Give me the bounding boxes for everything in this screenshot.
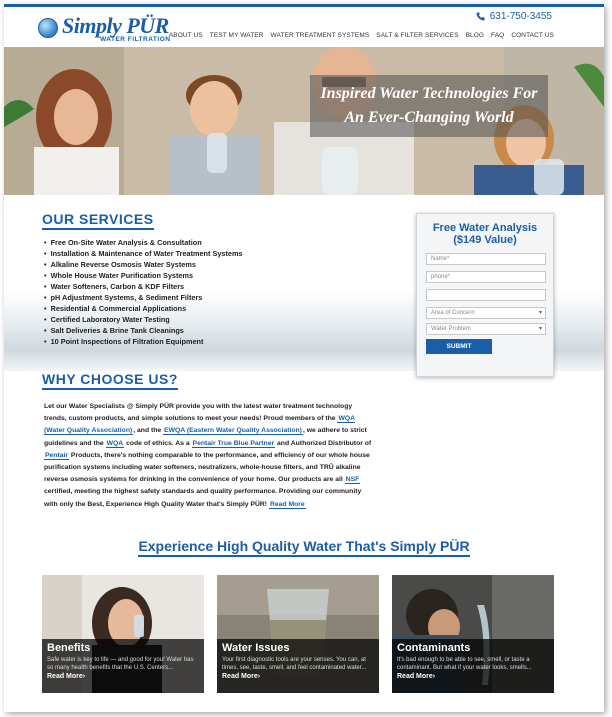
hero-caption (310, 75, 548, 137)
list-item: • Salt Deliveries & Brine Tank Cleanings (44, 325, 243, 336)
site-logo[interactable] (38, 13, 171, 45)
nav-about-us[interactable]: ABOUT US (168, 32, 203, 39)
logo-name: Simply PÜR (62, 13, 169, 38)
nsf-link[interactable]: NSF (345, 476, 360, 484)
phone-icon (476, 12, 485, 21)
card-read-more-link[interactable]: Read More› (397, 673, 436, 680)
water-problem-value: Water Problem (431, 326, 471, 332)
name-placeholder: Name* (431, 256, 450, 262)
water-problem-select[interactable] (426, 323, 546, 335)
nav-faq[interactable]: FAQ (491, 32, 505, 39)
why-text: code of ethics. As a (124, 439, 192, 447)
why-paragraph (44, 401, 374, 511)
why-text: certified, meeting the highest safety standards and quality performance. Providing our community with only the Best, Experience High Quality Water that's Simply PÜR! (44, 488, 362, 508)
form-title (417, 222, 553, 246)
list-item: • Residential & Commercial Applications (44, 303, 243, 314)
area-of-concern-value: Area of Concern (431, 310, 475, 316)
nav-salt-filter-services[interactable]: SALT & FILTER SERVICES (376, 32, 459, 39)
list-item: • 10 Point Inspections of Filtration Equipment (44, 336, 243, 347)
why-heading-text: WHY CHOOSE US? (42, 371, 178, 387)
card-description: Safe water is key to life — and good for you! Water has so many health benefits that the U.S. Centers... (47, 657, 194, 671)
why-text: and Authorized Distributor of (275, 439, 372, 447)
services-heading (42, 211, 154, 230)
submit-button[interactable]: SUBMIT (426, 339, 492, 354)
phone-placeholder: phone* (431, 274, 451, 280)
logo-tagline: WATER FILTRATION (100, 36, 171, 43)
form-title-line-2: ($149 Value) (453, 234, 517, 246)
experience-heading-text: Experience High Quality Water That's Simply PÜR (138, 538, 469, 557)
water-issues-card[interactable] (217, 575, 379, 693)
why-text: , and the (133, 427, 164, 435)
list-item: • Free On-Site Water Analysis & Consultation (44, 237, 243, 248)
contaminants-card[interactable] (392, 575, 554, 693)
pentair-partner-link[interactable]: Pentair True Blue Partner (192, 439, 275, 447)
pentair-link[interactable]: Pentair (45, 451, 69, 459)
ewqa-link[interactable]: EWQA (Eastern Water Quality Association) (164, 427, 302, 435)
area-of-concern-select[interactable] (426, 307, 546, 319)
card-overlay (42, 639, 204, 693)
card-read-more-link[interactable]: Read More› (222, 673, 261, 680)
nav-water-treatment-systems[interactable]: WATER TREATMENT SYSTEMS (270, 32, 370, 39)
chevron-down-icon: ▾ (538, 326, 542, 332)
card-title: Benefits (47, 642, 91, 654)
why-text: Let our Water Specialists @ Simply PÜR provide you with the latest water treatment technology trends, custom products, and simple solutions to meet your needs! Proud members of the (44, 403, 353, 423)
hero-line-1: Inspired Water Technologies For (320, 85, 538, 102)
nav-blog[interactable]: BLOG (465, 32, 485, 39)
list-item: • Whole House Water Purification Systems (44, 270, 243, 281)
read-more-link[interactable]: Read More (269, 500, 305, 508)
email-field[interactable] (426, 289, 546, 301)
card-read-more-link[interactable]: Read More› (47, 673, 86, 680)
list-item: • Certified Laboratory Water Testing (44, 314, 243, 325)
card-overlay (392, 639, 554, 693)
services-list (44, 237, 243, 347)
form-title-line-1: Free Water Analysis (432, 222, 538, 234)
phone-number: 631-750-3455 (489, 11, 552, 22)
list-item: • Alkaline Reverse Osmosis Water Systems (44, 259, 243, 270)
wqa-code-link[interactable]: WQA (106, 439, 124, 447)
card-description: Your first diagnostic tools are your senses. You can, at times, see, taste, smell, and feel contaminated water... (222, 657, 367, 671)
card-title: Contaminants (397, 642, 471, 654)
card-title: Water Issues (222, 642, 290, 654)
hero-banner (4, 47, 604, 195)
why-text: Products, there's nothing comparable to the performance, and efficiency of our whole house purification systems including water softeners, neutralizers, whole-house filters, and TRŪ alkaline reverse osmosis systems for drinking in the convenience of your home. Our products are all (44, 451, 370, 484)
list-item: • Installation & Maintenance of Water Treatment Systems (44, 248, 243, 259)
services-heading-text: OUR SERVICES (42, 211, 154, 227)
nav-contact-us[interactable]: CONTACT US (511, 32, 554, 39)
hero-line-2: An Ever-Changing World (344, 109, 514, 126)
water-analysis-form (416, 213, 554, 377)
list-item: • pH Adjustment Systems, & Sediment Filters (44, 292, 243, 303)
heading-underline (42, 388, 178, 390)
why-heading (42, 371, 178, 390)
nav-test-my-water[interactable]: TEST MY WATER (209, 32, 264, 39)
card-description: It's bad enough to be able to see, smell, or taste a contaminant. But what if your water looks, smells... (397, 657, 532, 671)
heading-underline (42, 228, 154, 230)
water-drop-icon (38, 18, 58, 38)
site-header (4, 7, 604, 47)
wqa-link[interactable]: WQA (Water Quality Association) (44, 415, 356, 435)
page-frame (4, 4, 604, 712)
list-item: • Water Softeners, Carbon & KDF Filters (44, 281, 243, 292)
phone-link[interactable] (476, 11, 552, 22)
phone-field[interactable] (426, 271, 546, 283)
card-overlay (217, 639, 379, 693)
benefits-card[interactable] (42, 575, 204, 693)
name-field[interactable] (426, 253, 546, 265)
experience-heading (4, 538, 604, 557)
why-text: , we adhere to strict guidelines and the (44, 427, 367, 447)
chevron-down-icon: ▾ (538, 310, 542, 316)
main-nav (169, 32, 554, 39)
